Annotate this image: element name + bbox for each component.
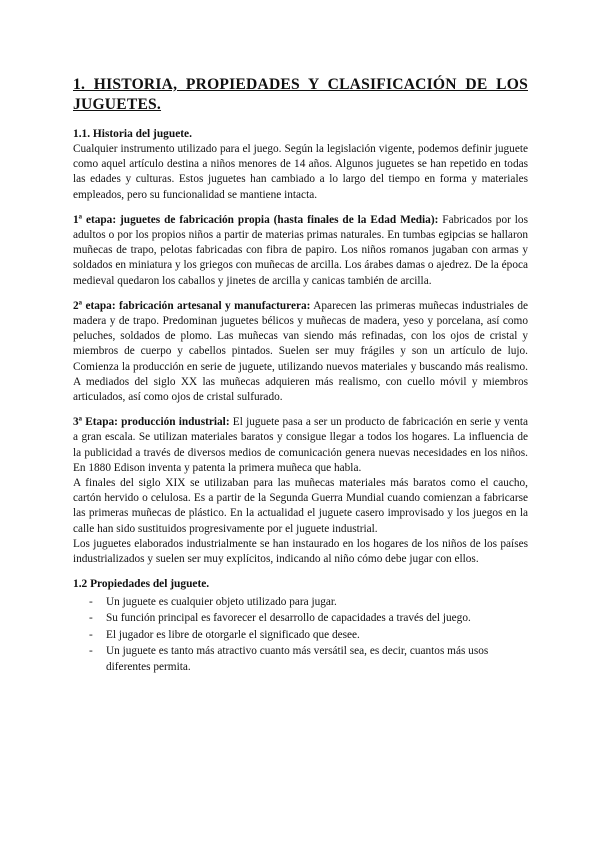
- stage-3-label: 3ª Etapa: producción industrial:: [73, 416, 230, 429]
- stage-2-text: Aparecen las primeras muñecas industriales de madera y de trapo. Predominan juguetes bélicos y muñecas de madera, yeso y porcelana, así como peluches, soldados de plomo. Las muñecas van siendo más refinadas, con los ojos de cristal y miembros de cuerpo y cabellos pintados. Suelen ser muy frágiles y son un artículo de lujo. Comienza la producción en serie de juguete, utilizando nuevos materiales y buscando más realismo. A mediados del siglo XX las muñecas adquieren más realismo, con cuello móvil y miembros articulados, así como ojos de cristal sulfurado.: [73, 299, 528, 404]
- list-dash: -: [89, 596, 93, 609]
- stage-3-paragraph-2: A finales del siglo XIX se utilizaban para las muñecas materiales más baratos como el caucho, cartón hervido o celulosa. Es a partir de la Segunda Guerra Mundial cuando comienzan a fabricarse las primeras muñecas de plástico. En la actualidad el juguete casero improvisado y los juegos en la calle han sido sustituidos progresivamente por el juguete industrial.: [73, 477, 528, 535]
- properties-list: [73, 594, 528, 675]
- stage-1-paragraph: [73, 213, 528, 289]
- list-item: [73, 610, 528, 626]
- list-dash: -: [89, 628, 93, 641]
- stage-2-paragraph: [73, 299, 528, 405]
- list-item: [73, 594, 528, 610]
- history-intro-paragraph: Cualquier instrumento utilizado para el juego. Según la legislación vigente, podemos definir juguete como aquel artículo destina a niños menores de 14 años. Algunos juguetes se han repetido en todas las edades y culturas. Estos juguetes han cambiado a lo largo del tiempo en forma y materiales empleados, pero su funcionalidad se mantiene intacta.: [73, 143, 528, 201]
- stage-2-label: 2ª etapa: fabricación artesanal y manufacturera:: [73, 299, 311, 312]
- history-heading: 1.1. Historia del juguete.: [73, 128, 192, 140]
- list-item-text: Un juguete es tanto más atractivo cuanto más versátil sea, es decir, cuantos más usos diferentes permita.: [106, 644, 489, 674]
- list-item: [73, 627, 528, 643]
- list-item-text: Un juguete es cualquier objeto utilizado para jugar.: [106, 596, 337, 609]
- stage-3-text: El juguete pasa a ser un producto de fabricación en serie y venta a gran escala. Se utilizan materiales baratos y consigue llegar a todos los hogares. La influencia de la publicidad a través de diversos medios de comunicación genera nuevas necesidades en los niños. En 1880 Edison inventa y patenta la primera muñeca que habla.: [73, 416, 528, 474]
- section-title: 1. HISTORIA, PROPIEDADES Y CLASIFICACIÓN DE LOS JUGUETES.: [73, 76, 528, 113]
- list-dash: -: [89, 612, 93, 625]
- stage-3-paragraph-3: Los juguetes elaborados industrialmente se han instaurado en los hogares de los niños de los países industrializados y suelen ser muy explícitos, indicando al niño cómo debe jugar con ellos.: [73, 537, 528, 566]
- list-item: [73, 643, 528, 675]
- list-item-text: Su función principal es favorecer el desarrollo de capacidades a través del juego.: [106, 612, 471, 625]
- properties-heading: 1.2 Propiedades del juguete.: [73, 578, 210, 591]
- page-content: [73, 75, 528, 675]
- stage-1-label: 1ª etapa: juguetes de fabricación propia (hasta finales de la Edad Media):: [73, 213, 439, 226]
- list-dash: -: [89, 644, 93, 657]
- stage-1-text: Fabricados por los adultos o por los propios niños a partir de materias primas naturales. En tumbas egipcias se hallaron muñecas de trapo, pelotas fabricadas con fibra de papiro. Los niños romanos jugaban con armas y soldados en miniatura y los griegos con muñecas de arcilla. Los árabes damas o ajedrez. De la época medieval quedaron los caballos y jinetes de arcilla y canicas también de arcilla.: [73, 213, 528, 287]
- list-item-text: El jugador es libre de otorgarle el significado que desee.: [106, 628, 360, 641]
- stage-3-paragraph: [73, 415, 528, 476]
